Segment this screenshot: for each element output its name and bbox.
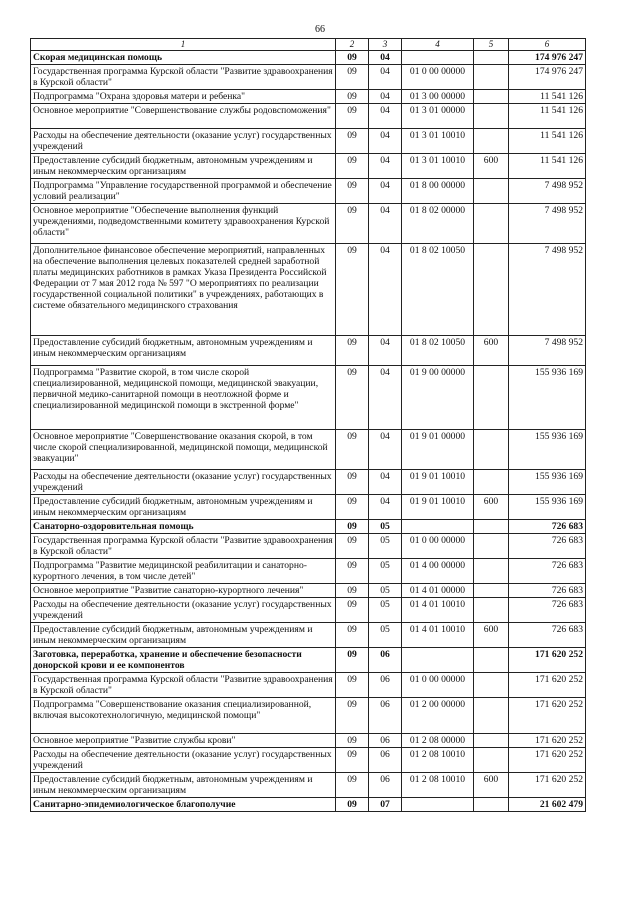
row-name-cell: Основное мероприятие "Развитие санаторно-курортного лечения" (31, 584, 336, 598)
row-amount-cell: 21 602 479 (509, 798, 586, 812)
row-amount-cell: 726 683 (509, 520, 586, 534)
row-section-cell: 09 (336, 244, 369, 336)
row-amount-cell: 155 936 169 (509, 366, 586, 430)
row-name-cell: Предоставление субсидий бюджетным, автономным учреждениям и иным некоммерческим организациям (31, 623, 336, 648)
row-target-article-cell: 01 8 02 00000 (402, 204, 474, 244)
table-row (31, 129, 586, 154)
table-row (31, 51, 586, 65)
row-target-article-cell: 01 0 00 00000 (402, 534, 474, 559)
row-subsection-cell: 06 (369, 748, 402, 773)
row-subsection-cell: 06 (369, 773, 402, 798)
row-target-article-cell: 01 4 01 10010 (402, 598, 474, 623)
row-subsection-cell: 04 (369, 366, 402, 430)
table-row (31, 104, 586, 129)
row-amount-cell: 11 541 126 (509, 154, 586, 179)
row-amount-cell: 174 976 247 (509, 65, 586, 90)
table-row (31, 748, 586, 773)
row-amount-cell: 174 976 247 (509, 51, 586, 65)
row-subsection-cell: 05 (369, 598, 402, 623)
row-section-cell: 09 (336, 90, 369, 104)
row-expense-type-cell (474, 673, 509, 698)
row-name-cell: Подпрограмма "Охрана здоровья матери и ребенка" (31, 90, 336, 104)
row-amount-cell: 7 498 952 (509, 244, 586, 336)
row-target-article-cell: 01 9 01 10010 (402, 470, 474, 495)
row-name-cell: Государственная программа Курской области "Развитие здравоохранения в Курской области" (31, 65, 336, 90)
row-expense-type-cell (474, 51, 509, 65)
row-section-cell: 09 (336, 65, 369, 90)
row-target-article-cell: 01 3 01 10010 (402, 154, 474, 179)
row-expense-type-cell: 600 (474, 154, 509, 179)
row-section-cell: 09 (336, 534, 369, 559)
row-target-article-cell: 01 3 00 00000 (402, 90, 474, 104)
row-expense-type-cell (474, 129, 509, 154)
table-row (31, 336, 586, 366)
row-expense-type-cell (474, 366, 509, 430)
row-section-cell: 09 (336, 648, 369, 673)
row-expense-type-cell (474, 734, 509, 748)
row-expense-type-cell (474, 648, 509, 673)
row-target-article-cell: 01 2 00 00000 (402, 698, 474, 734)
row-name-cell: Предоставление субсидий бюджетным, автономным учреждениям и иным некоммерческим организациям (31, 495, 336, 520)
row-target-article-cell (402, 520, 474, 534)
row-expense-type-cell (474, 204, 509, 244)
row-target-article-cell: 01 4 01 00000 (402, 584, 474, 598)
row-subsection-cell: 05 (369, 559, 402, 584)
row-amount-cell: 726 683 (509, 623, 586, 648)
row-target-article-cell (402, 798, 474, 812)
row-subsection-cell: 04 (369, 470, 402, 495)
column-header-amount: 6 (509, 39, 586, 51)
row-expense-type-cell (474, 179, 509, 204)
column-header-target-article: 4 (402, 39, 474, 51)
row-amount-cell: 171 620 252 (509, 748, 586, 773)
row-target-article-cell (402, 648, 474, 673)
row-target-article-cell: 01 2 08 00000 (402, 734, 474, 748)
row-name-cell: Санитарно-эпидемиологическое благополучие (31, 798, 336, 812)
column-header-section: 2 (336, 39, 369, 51)
table-row (31, 623, 586, 648)
row-expense-type-cell (474, 584, 509, 598)
table-row (31, 584, 586, 598)
row-amount-cell: 726 683 (509, 534, 586, 559)
row-section-cell: 09 (336, 798, 369, 812)
row-target-article-cell: 01 0 00 00000 (402, 673, 474, 698)
row-amount-cell: 171 620 252 (509, 698, 586, 734)
table-row (31, 798, 586, 812)
row-amount-cell: 155 936 169 (509, 495, 586, 520)
table-row (31, 559, 586, 584)
row-amount-cell: 155 936 169 (509, 470, 586, 495)
row-name-cell: Основное мероприятие "Совершенствование оказания скорой, в том числе скорой специализированной, медицинской помощи, медицинской эвакуации" (31, 430, 336, 470)
table-row (31, 534, 586, 559)
row-subsection-cell: 07 (369, 798, 402, 812)
row-subsection-cell: 05 (369, 520, 402, 534)
row-section-cell: 09 (336, 204, 369, 244)
row-amount-cell: 7 498 952 (509, 179, 586, 204)
row-section-cell: 09 (336, 520, 369, 534)
row-amount-cell: 171 620 252 (509, 773, 586, 798)
table-row (31, 673, 586, 698)
row-amount-cell: 7 498 952 (509, 204, 586, 244)
table-row (31, 244, 586, 336)
row-expense-type-cell (474, 90, 509, 104)
row-section-cell: 09 (336, 748, 369, 773)
row-expense-type-cell (474, 520, 509, 534)
row-subsection-cell: 04 (369, 104, 402, 129)
row-subsection-cell: 04 (369, 336, 402, 366)
row-target-article-cell: 01 9 00 00000 (402, 366, 474, 430)
row-name-cell: Подпрограмма "Совершенствование оказания специализированной, включая высокотехнологичную, медицинской помощи" (31, 698, 336, 734)
row-expense-type-cell (474, 748, 509, 773)
row-section-cell: 09 (336, 430, 369, 470)
row-expense-type-cell (474, 534, 509, 559)
row-expense-type-cell: 600 (474, 623, 509, 648)
row-name-cell: Скорая медицинская помощь (31, 51, 336, 65)
row-section-cell: 09 (336, 154, 369, 179)
row-name-cell: Основное мероприятие "Обеспечение выполнения функций учреждениями, подведомственными комитету здравоохранения Курской области" (31, 204, 336, 244)
table-row (31, 698, 586, 734)
row-target-article-cell: 01 3 01 10010 (402, 129, 474, 154)
row-section-cell: 09 (336, 104, 369, 129)
table-row (31, 366, 586, 430)
table-row (31, 204, 586, 244)
row-name-cell: Предоставление субсидий бюджетным, автономным учреждениям и иным некоммерческим организациям (31, 773, 336, 798)
row-section-cell: 09 (336, 698, 369, 734)
table-row (31, 470, 586, 495)
row-expense-type-cell (474, 698, 509, 734)
row-amount-cell: 726 683 (509, 559, 586, 584)
row-subsection-cell: 06 (369, 734, 402, 748)
row-target-article-cell: 01 4 00 00000 (402, 559, 474, 584)
row-amount-cell: 726 683 (509, 584, 586, 598)
row-name-cell: Подпрограмма "Развитие медицинской реабилитации и санаторно-курортного лечения, в том числе детей" (31, 559, 336, 584)
row-name-cell: Предоставление субсидий бюджетным, автономным учреждениям и иным некоммерческим организациям (31, 154, 336, 179)
table-header-row (31, 39, 586, 51)
row-expense-type-cell: 600 (474, 336, 509, 366)
row-name-cell: Расходы на обеспечение деятельности (оказание услуг) государственных учреждений (31, 470, 336, 495)
row-subsection-cell: 06 (369, 673, 402, 698)
row-section-cell: 09 (336, 495, 369, 520)
row-name-cell: Предоставление субсидий бюджетным, автономным учреждениям и иным некоммерческим организациям (31, 336, 336, 366)
row-target-article-cell: 01 2 08 10010 (402, 748, 474, 773)
row-section-cell: 09 (336, 623, 369, 648)
row-section-cell: 09 (336, 598, 369, 623)
row-expense-type-cell (474, 798, 509, 812)
row-subsection-cell: 04 (369, 430, 402, 470)
row-section-cell: 09 (336, 129, 369, 154)
row-target-article-cell: 01 4 01 10010 (402, 623, 474, 648)
row-name-cell: Государственная программа Курской области "Развитие здравоохранения в Курской области" (31, 673, 336, 698)
row-name-cell: Расходы на обеспечение деятельности (оказание услуг) государственных учреждений (31, 129, 336, 154)
row-subsection-cell: 05 (369, 584, 402, 598)
row-amount-cell: 171 620 252 (509, 734, 586, 748)
row-section-cell: 09 (336, 559, 369, 584)
row-expense-type-cell (474, 430, 509, 470)
row-target-article-cell: 01 8 02 10050 (402, 244, 474, 336)
row-section-cell: 09 (336, 51, 369, 65)
row-amount-cell: 726 683 (509, 598, 586, 623)
row-target-article-cell: 01 0 00 00000 (402, 65, 474, 90)
row-name-cell: Основное мероприятие "Совершенствование службы родовспоможения" (31, 104, 336, 129)
row-subsection-cell: 04 (369, 154, 402, 179)
table-row (31, 598, 586, 623)
table-row (31, 90, 586, 104)
row-target-article-cell: 01 9 01 10010 (402, 495, 474, 520)
row-name-cell: Санаторно-оздоровительная помощь (31, 520, 336, 534)
row-amount-cell: 155 936 169 (509, 430, 586, 470)
row-name-cell: Дополнительное финансовое обеспечение мероприятий, направленных на обеспечение выполнения целевых показателей средней заработной платы медицинских работников в рамках Указа Президента Российской Федерации от 7 мая 2012 года № 597 "О мероприятиях по реализации государственной социальной политики" в учреждениях, работающих в системе обязательного медицинского страхования (31, 244, 336, 336)
row-name-cell: Основное мероприятие "Развитие службы крови" (31, 734, 336, 748)
row-name-cell: Расходы на обеспечение деятельности (оказание услуг) государственных учреждений (31, 748, 336, 773)
row-expense-type-cell (474, 65, 509, 90)
row-name-cell: Подпрограмма "Управление государственной программой и обеспечение условий реализации" (31, 179, 336, 204)
table-row (31, 430, 586, 470)
row-section-cell: 09 (336, 470, 369, 495)
row-name-cell: Заготовка, переработка, хранение и обеспечение безопасности донорской крови и ее компонентов (31, 648, 336, 673)
row-section-cell: 09 (336, 773, 369, 798)
row-subsection-cell: 06 (369, 648, 402, 673)
table-row (31, 773, 586, 798)
column-header-subsection: 3 (369, 39, 402, 51)
row-target-article-cell: 01 8 00 00000 (402, 179, 474, 204)
table-row (31, 495, 586, 520)
row-section-cell: 09 (336, 366, 369, 430)
row-name-cell: Расходы на обеспечение деятельности (оказание услуг) государственных учреждений (31, 598, 336, 623)
row-amount-cell: 7 498 952 (509, 336, 586, 366)
row-amount-cell: 11 541 126 (509, 90, 586, 104)
row-subsection-cell: 05 (369, 623, 402, 648)
row-expense-type-cell (474, 470, 509, 495)
table-row (31, 65, 586, 90)
table-row (31, 179, 586, 204)
row-subsection-cell: 04 (369, 204, 402, 244)
row-name-cell: Подпрограмма "Развитие скорой, в том числе скорой специализированной, медицинской помощи, медицинской эвакуации, первичной медико-санитарной помощи в неотложной форме и специализированной медицинской помощи в экстренной форме" (31, 366, 336, 430)
row-target-article-cell: 01 8 02 10050 (402, 336, 474, 366)
table-row (31, 154, 586, 179)
row-section-cell: 09 (336, 673, 369, 698)
row-subsection-cell: 04 (369, 65, 402, 90)
row-subsection-cell: 04 (369, 51, 402, 65)
row-section-cell: 09 (336, 734, 369, 748)
table-row (31, 734, 586, 748)
row-amount-cell: 171 620 252 (509, 673, 586, 698)
row-expense-type-cell (474, 104, 509, 129)
row-expense-type-cell: 600 (474, 773, 509, 798)
row-section-cell: 09 (336, 336, 369, 366)
row-section-cell: 09 (336, 179, 369, 204)
row-target-article-cell: 01 9 01 00000 (402, 430, 474, 470)
row-subsection-cell: 04 (369, 179, 402, 204)
row-amount-cell: 11 541 126 (509, 104, 586, 129)
table-row (31, 520, 586, 534)
row-name-cell: Государственная программа Курской области "Развитие здравоохранения в Курской области" (31, 534, 336, 559)
row-expense-type-cell (474, 559, 509, 584)
row-amount-cell: 171 620 252 (509, 648, 586, 673)
row-target-article-cell: 01 3 01 00000 (402, 104, 474, 129)
row-expense-type-cell (474, 244, 509, 336)
row-amount-cell: 11 541 126 (509, 129, 586, 154)
table-row (31, 648, 586, 673)
row-subsection-cell: 06 (369, 698, 402, 734)
table-body (31, 51, 586, 812)
row-subsection-cell: 04 (369, 90, 402, 104)
row-subsection-cell: 04 (369, 244, 402, 336)
column-header-expense-type: 5 (474, 39, 509, 51)
row-expense-type-cell (474, 598, 509, 623)
row-subsection-cell: 05 (369, 534, 402, 559)
row-expense-type-cell: 600 (474, 495, 509, 520)
row-target-article-cell (402, 51, 474, 65)
row-section-cell: 09 (336, 584, 369, 598)
budget-table (30, 38, 586, 812)
page-number: 66 (315, 24, 325, 35)
column-header-name: 1 (31, 39, 336, 51)
row-target-article-cell: 01 2 08 10010 (402, 773, 474, 798)
row-subsection-cell: 04 (369, 495, 402, 520)
row-subsection-cell: 04 (369, 129, 402, 154)
